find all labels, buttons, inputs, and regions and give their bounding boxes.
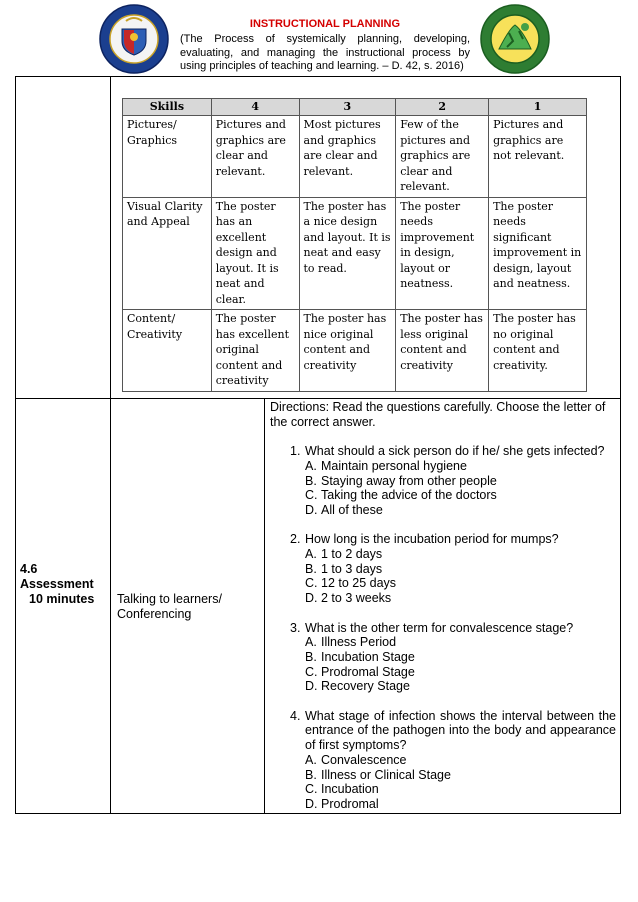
option-text: Maintain personal hygiene (321, 458, 467, 473)
question-number: 3. (290, 620, 301, 635)
option-text: All of these (321, 502, 383, 517)
table-row (123, 197, 587, 310)
answer-option (270, 591, 616, 606)
rubric-header-cell: 3 (299, 99, 396, 116)
answer-option (270, 782, 616, 797)
question-number: 2. (290, 532, 301, 547)
table-row (123, 116, 587, 198)
division-seal-icon (479, 3, 551, 75)
option-letter: B. (305, 649, 317, 664)
option-text: Taking the advice of the doctors (321, 488, 497, 503)
rubric-cell: The poster has excellent original content and creativity (211, 310, 299, 392)
option-letter: A. (305, 635, 317, 650)
option-letter: B. (305, 767, 317, 782)
answer-option (270, 562, 616, 577)
question-number: 4. (290, 708, 301, 723)
assessment-questions (270, 400, 616, 812)
page-title: INSTRUCTIONAL PLANNING (249, 18, 401, 30)
option-text: 2 to 3 weeks (321, 591, 392, 606)
option-letter: D. (305, 796, 318, 811)
rubric-cell: The poster has less original content and creativity (396, 310, 489, 392)
rubric-cell: The poster has no original content and creativity. (489, 310, 587, 392)
option-text: 12 to 25 days (321, 576, 397, 591)
column-divider (110, 76, 111, 814)
option-letter: C. (305, 488, 318, 503)
answer-option (270, 635, 616, 650)
rubric-cell: The poster needs significant improvement in design, layout and neatness. (489, 197, 587, 310)
answer-option (270, 679, 616, 694)
option-text: Convalescence (321, 752, 407, 767)
row-divider (15, 398, 621, 399)
option-letter: D. (305, 502, 318, 517)
page-subtitle: (The Process of systemically planning, developing, evaluating, and managing the instructional process by using principles of teaching and learning. – D. 42, s. 2016) (180, 33, 470, 72)
option-text: Incubation Stage (321, 649, 415, 664)
rubric-cell: Visual Clarity and Appeal (123, 197, 212, 310)
option-letter: C. (305, 664, 318, 679)
rubric-table (122, 98, 587, 392)
rubric-cell: Pictures and graphics are not relevant. (489, 116, 587, 198)
question-item (270, 444, 616, 518)
rubric-cell: The poster has an excellent design and layout. It is neat and clear. (211, 197, 299, 310)
answer-option (270, 488, 616, 503)
rubric-header-cell: 1 (489, 99, 587, 116)
rubric-cell: Pictures and graphics are clear and relevant. (211, 116, 299, 198)
rubric-cell: Most pictures and graphics are clear and relevant. (299, 116, 396, 198)
rubric-header-cell: Skills (123, 99, 212, 116)
answer-option (270, 459, 616, 474)
question-text: What is the other term for convalescence stage? (305, 620, 574, 635)
option-text: 1 to 2 days (321, 547, 383, 561)
rubric-header-cell: 4 (211, 99, 299, 116)
phase-duration: 10 minutes (29, 592, 95, 606)
rubric-cell: The poster has a nice design and layout. It is neat and easy to read. (299, 197, 396, 310)
option-letter: A. (305, 547, 317, 561)
option-letter: A. (305, 752, 317, 767)
option-text: Staying away from other people (321, 473, 497, 488)
answer-option (270, 665, 616, 680)
answer-option (270, 650, 616, 665)
column-divider (264, 398, 265, 814)
option-letter: C. (305, 576, 318, 591)
directions-text: Directions: Read the questions carefully. Choose the letter of the correct answer. (270, 400, 606, 429)
option-letter: A. (305, 458, 317, 473)
rubric-header-cell: 2 (396, 99, 489, 116)
table-row (123, 310, 587, 392)
phase-title: Assessment (20, 577, 94, 591)
phase-label (20, 562, 94, 607)
option-letter: B. (305, 473, 317, 488)
option-letter: B. (305, 561, 317, 576)
question-text: What stage of infection shows the interval between the entrance of the pathogen into the body and appearance of first symptoms? (305, 708, 616, 753)
option-letter: D. (305, 679, 318, 694)
option-text: Illness Period (321, 635, 397, 650)
rubric-header-row (123, 99, 587, 116)
rubric-cell: Few of the pictures and graphics are clear and relevant. (396, 116, 489, 198)
question-number: 1. (290, 444, 301, 459)
phase-number: 4.6 (20, 562, 38, 576)
option-text: Prodromal (321, 796, 379, 811)
option-letter: D. (305, 591, 318, 606)
answer-option (270, 547, 616, 562)
rubric-cell: The poster has nice original content and creativity (299, 310, 396, 392)
strategy-text: Talking to learners/ Conferencing (117, 592, 222, 621)
option-text: Illness or Clinical Stage (321, 767, 451, 782)
option-text: Incubation (321, 782, 379, 797)
answer-option (270, 768, 616, 783)
answer-option (270, 797, 616, 812)
question-item (270, 532, 616, 606)
option-letter: C. (305, 782, 318, 797)
rubric-cell: Content/ Creativity (123, 310, 212, 392)
rubric-cell: Pictures/ Graphics (123, 116, 212, 198)
question-text: What should a sick person do if he/ she gets infected? (305, 444, 605, 459)
answer-option (270, 474, 616, 489)
answer-option (270, 753, 616, 768)
option-text: Prodromal Stage (321, 664, 415, 679)
deped-seal-icon (98, 3, 170, 75)
answer-option (270, 576, 616, 591)
question-item (270, 621, 616, 695)
question-text: How long is the incubation period for mumps? (305, 532, 559, 547)
option-text: Recovery Stage (321, 679, 410, 694)
option-text: 1 to 3 days (321, 561, 383, 576)
question-item (270, 709, 616, 812)
rubric-cell: The poster needs improvement in design, layout or neatness. (396, 197, 489, 310)
answer-option (270, 503, 616, 518)
